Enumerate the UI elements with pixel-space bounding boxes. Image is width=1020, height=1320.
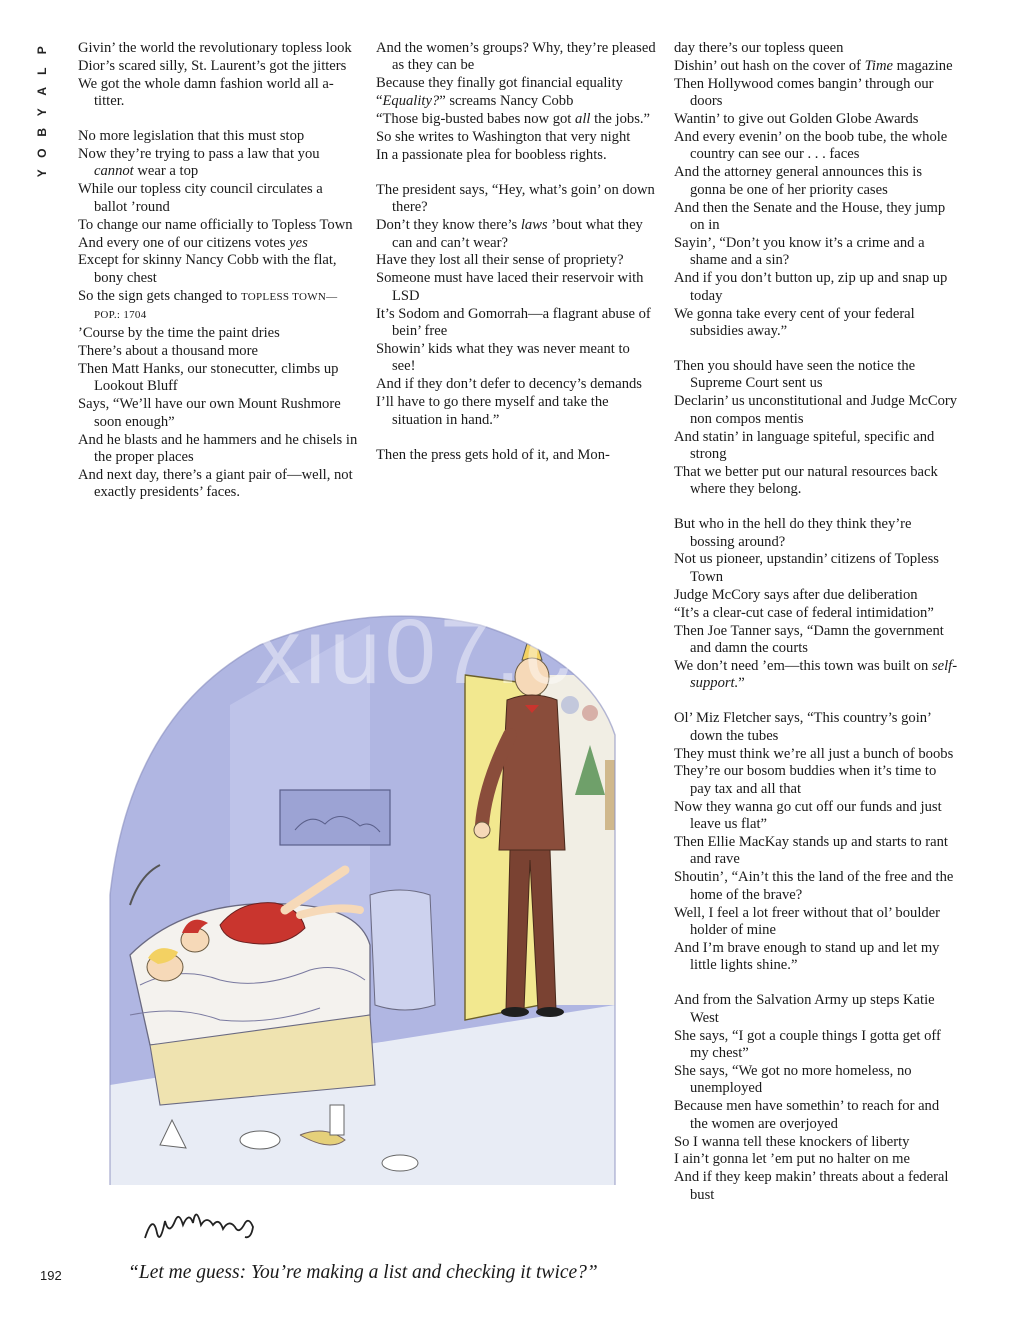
lyric-line: And every evenin’ on the boob tube, the whole country can see our . . . faces: [674, 129, 948, 163]
lyric-line: While our topless city council circulates a ballot ’round: [78, 181, 323, 215]
cartoon-illustration: [70, 565, 670, 1255]
masthead-letter: O: [34, 148, 49, 158]
lyric-line: That we better put our natural resources back where they belong.: [674, 463, 938, 498]
artist-signature: [140, 1208, 280, 1248]
lyric-line: And he blasts and he hammers and he chisels in the proper places: [78, 431, 358, 465]
hat-on-floor: [240, 1131, 280, 1149]
lyric-line: So the sign gets changed to TOPLESS TOWN—POP.: 1704: [78, 287, 338, 322]
lyric-line: But who in the hell do they think they’re bossing around?: [674, 516, 912, 550]
lyric-line: She says, “We got no more homeless, no unemployed: [674, 1062, 912, 1097]
lyric-line: And then the Senate and the House, they jump on in: [674, 199, 946, 234]
lyric-line: “Equality?” screams Nancy Cobb: [376, 93, 574, 110]
lyric-line: Dior’s scared silly, St. Laurent’s got the jitters: [78, 57, 347, 74]
lyric-line: And the women’s groups? Why, they’re pleased as they can be: [376, 40, 656, 74]
lyric-line: Because men have somethin’ to reach for and the women are overjoyed: [674, 1098, 940, 1132]
lyric-line: Showin’ kids what they was never meant to see!: [376, 341, 630, 375]
lyric-line: To change our name officially to Topless Town: [78, 216, 353, 233]
lyric-line: So I wanna tell these knockers of liberty: [674, 1133, 910, 1150]
lyric-line: Sayin’, “Don’t you know it’s a crime and a shame and a sin?: [674, 234, 925, 269]
lyric-line: Declarin’ us unconstitutional and Judge McCory non compos mentis: [674, 393, 958, 427]
masthead-letter: B: [34, 127, 49, 137]
lyric-line: And statin’ in language spiteful, specific and strong: [674, 428, 935, 462]
lyric-line: And next day, there’s a giant pair of—well, not exactly presidents’ faces.: [78, 466, 353, 501]
lyric-line: Says, “We’ll have our own Mount Rushmore soon enough”: [78, 396, 341, 430]
lyric-line: I’ll have to go there myself and take the situation in hand.”: [376, 394, 609, 428]
man-suit: [499, 695, 565, 850]
town-sign-text: TOPLESS TOWN—POP.: 1704: [94, 290, 338, 322]
lyric-line: And I’m brave enough to stand up and let my little lights shine.”: [674, 940, 940, 974]
lyric-line: Then Hollywood comes bangin’ through our doors: [674, 75, 934, 110]
lyric-line: We gonna take every cent of your federal subsidies away.”: [674, 305, 915, 339]
lyric-line: Well, I feel a lot freer without that ol’ boulder holder of mine: [674, 904, 941, 939]
lyric-line: day there’s our topless queen: [674, 40, 844, 56]
lyric-line: Then Ellie MacKay stands up and starts to rant and rave: [674, 834, 948, 868]
lyric-line: And from the Salvation Army up steps Katie West: [674, 992, 935, 1026]
text-column-2: [376, 40, 656, 464]
lyric-line: Givin’ the world the revolutionary topless look: [78, 40, 352, 56]
lyric-line: And if they keep makin’ threats about a federal bust: [674, 1169, 949, 1203]
lyric-line: Then Joe Tanner says, “Damn the government and damn the courts: [674, 622, 944, 656]
lyric-line: Judge McCory says after due deliberation: [674, 586, 918, 603]
masthead-letter: L: [34, 67, 49, 75]
text-column-3: [674, 40, 959, 1205]
lyric-line: Not us pioneer, upstandin’ citizens of Topless Town: [674, 551, 939, 585]
bedroom-scene: [70, 565, 670, 1255]
lyric-line: Someone must have laced their reservoir with LSD: [376, 270, 644, 304]
lyric-line: So she writes to Washington that very night: [376, 129, 631, 146]
masthead-letter: A: [34, 86, 49, 96]
lyric-line: And every one of our citizens votes yes: [78, 234, 308, 251]
lyric-line: Because they finally got financial equality: [376, 75, 623, 92]
masthead-letter: Y: [34, 169, 49, 178]
lyric-line: Then the press gets hold of it, and Mon-: [376, 446, 610, 463]
lyric-line: No more legislation that this must stop: [78, 128, 305, 145]
man-head: [515, 658, 549, 696]
lyric-line: I ain’t gonna let ’em put no halter on me: [674, 1151, 911, 1168]
text-column-1: [78, 40, 358, 502]
lyric-line: And the attorney general announces this is gonna be one of her priority cases: [674, 164, 923, 198]
lyric-line: They’re our bosom buddies when it’s time to pay tax and all that: [674, 763, 937, 797]
lyric-line: Have they lost all their sense of propriety?: [376, 252, 624, 269]
armchair: [370, 890, 435, 1010]
lyric-line: “Those big-busted babes now got all the jobs.”: [376, 111, 651, 128]
lyric-line: The president says, “Hey, what’s goin’ on down there?: [376, 181, 655, 216]
lyric-line: Shoutin’, “Ain’t this the land of the free and the home of the brave?: [674, 869, 954, 903]
page-number: 192: [40, 1268, 62, 1283]
playboy-masthead: [32, 40, 52, 184]
masthead-letter: Y: [34, 107, 49, 116]
lyric-line: There’s about a thousand more: [78, 343, 258, 359]
lyric-line: In a passionate plea for boobless rights.: [376, 146, 607, 163]
lyric-line: We got the whole damn fashion world all a-titter.: [78, 75, 334, 110]
lyric-line: She says, “I got a couple things I gotta get off my chest”: [674, 1027, 941, 1062]
lyric-line: They must think we’re all just a bunch of boobs: [674, 745, 954, 762]
boot: [330, 1105, 344, 1135]
lyric-line: Then you should have seen the notice the Supreme Court sent us: [674, 357, 916, 392]
lyric-line: It’s Sodom and Gomorrah—a flagrant abuse of bein’ free: [376, 305, 651, 340]
lyric-line: Dishin’ out hash on the cover of Time magazine: [674, 57, 953, 74]
lyric-line: And if you don’t button up, zip up and snap up today: [674, 270, 948, 304]
lyric-line: Now they’re trying to pass a law that you cannot wear a top: [78, 146, 320, 180]
lyric-line: We don’t need ’em—this town was built on self-support.”: [674, 657, 958, 692]
lyric-line: Don’t they know there’s laws ’bout what they can and can’t wear?: [376, 217, 643, 251]
lyric-line: Now they wanna go cut off our funds and just leave us flat”: [674, 798, 942, 833]
lyric-line: Ol’ Miz Fletcher says, “This country’s goin’ down the tubes: [674, 710, 931, 744]
cartoon-caption: “Let me guess: You’re making a list and checking it twice?”: [128, 1262, 598, 1283]
watermark-text: xiu07.c: [255, 601, 575, 703]
lyric-line: And if they don’t defer to decency’s demands: [376, 376, 642, 393]
lyric-line: Wantin’ to give out Golden Globe Awards: [674, 111, 919, 128]
lyric-line: “It’s a clear-cut case of federal intimidation”: [674, 604, 934, 621]
masthead-letter: P: [34, 46, 49, 55]
lyric-line: Then Matt Hanks, our stonecutter, climbs up Lookout Bluff: [78, 360, 339, 395]
lyric-line: ’Course by the time the paint dries: [78, 325, 280, 342]
lyric-line: Except for skinny Nancy Cobb with the flat, bony chest: [78, 252, 337, 286]
